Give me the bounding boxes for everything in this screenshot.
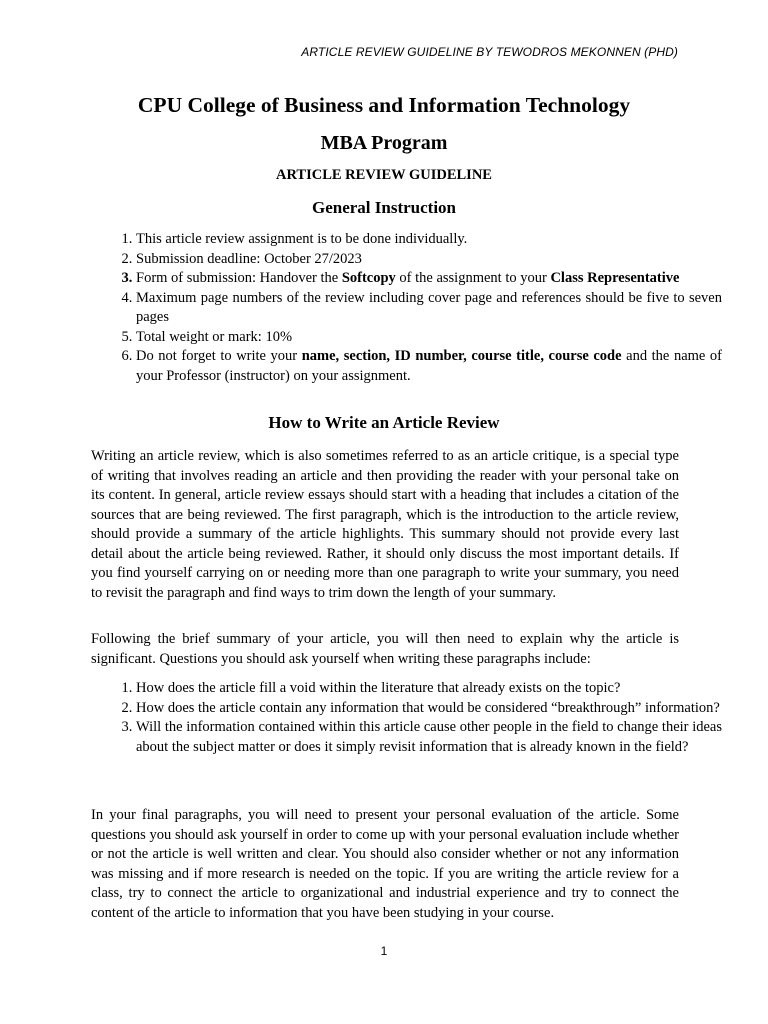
instruction-item: 1. This article review assignment is to be done individually.: [136, 230, 722, 250]
general-instruction-heading: General Instruction: [311, 198, 457, 217]
body-paragraph: Following the brief summary of your article, you will then need to explain why the article is significant. Questions you should ask yourself when writing these paragraphs include:: [91, 631, 679, 667]
question-list: [92, 679, 722, 757]
question-item: 1. How does the article fill a void within the literature that already exists on the topic?: [136, 679, 722, 699]
instruction-item: 5. Total weight or mark: 10%: [136, 328, 722, 348]
body-paragraph: Writing an article review, which is also sometimes referred to as an article critique, is a special type of writing that involves reading an article and then providing the reader with your personal take on its content. In general, article review essays should start with a heading that includes a citation of the sources that are being reviewed. The first paragraph, which is the introduction to the article review, should provide a summary of the article highlights. This summary should not provide every last detail about the article being reviewed. Rather, it should only discuss the most important details. If you find yourself carrying on or needing more than one paragraph to write your summary, you need to revisit the paragraph and find ways to trim down the length of your summary.: [91, 448, 679, 601]
running-header: ARTICLE REVIEW GUIDELINE BY TEWODROS MEKONNEN (PHD): [301, 45, 678, 59]
question-item: 2. How does the article contain any information that would be considered “breakthrough” information?: [136, 699, 722, 719]
instruction-item: 2. Submission deadline: October 27/2023: [136, 250, 722, 270]
document-title: ARTICLE REVIEW GUIDELINE: [276, 167, 492, 183]
instruction-item: 4. Maximum page numbers of the review including cover page and references should be five to seven pages: [136, 289, 722, 328]
instruction-item: 6. Do not forget to write your name, section, ID number, course title, course code and the name of your Professor (instructor) on your assignment.: [136, 347, 722, 386]
instruction-list: [92, 230, 722, 386]
college-title: CPU College of Business and Information Technology: [137, 93, 631, 117]
program-title: MBA Program: [320, 132, 448, 154]
page-number: 1: [380, 944, 388, 958]
instruction-item: 3. Form of submission: Handover the Softcopy of the assignment to your Class Representative: [136, 269, 722, 289]
body-paragraph: In your final paragraphs, you will need to present your personal evaluation of the article. Some questions you should ask yourself in order to come up with your personal evaluation include whether or not the article is well written and clear. You should also consider whether or not any information was missing and if more research is needed on the topic. If you are writing the article review for a class, try to connect the article to organizational and industrial experience and try to connect the content of the article to information that you have been studying in your course.: [91, 807, 679, 921]
how-to-heading: How to Write an Article Review: [268, 413, 500, 432]
question-item: 3. Will the information contained within this article cause other people in the field to change their ideas about the subject matter or does it simply revisit information that is already known in the field?: [136, 718, 722, 757]
